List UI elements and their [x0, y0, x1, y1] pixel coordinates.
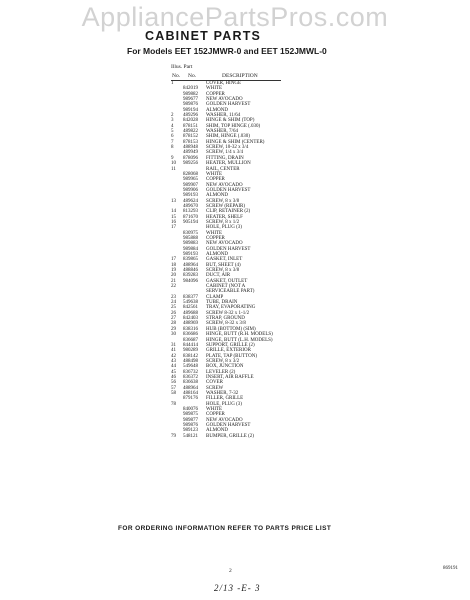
column-header-part-no: No. [188, 73, 197, 79]
part-number: 488498 [183, 358, 198, 364]
part-number: 836638 [183, 380, 198, 386]
illus-number: 14 [171, 209, 176, 215]
illus-number: 15 [171, 214, 176, 220]
illus-number: 13 [171, 198, 176, 204]
part-number: 840076 [183, 406, 198, 412]
part-description: HINGE, BUTT (L.H. MODELS) [206, 337, 273, 343]
illus-number: 4 [171, 123, 174, 129]
part-description: HUB (BOTTOM) (SIM) [206, 326, 256, 332]
part-description: HEATER, MULLION [206, 161, 251, 167]
part-number: 830975 [183, 230, 198, 236]
part-description: HINGE & SHIM (CENTER) [206, 139, 265, 145]
part-description: WHITE [206, 406, 223, 412]
part-description: BUT, SHEET (4) [206, 262, 241, 268]
part-description: COVER, HINGE [206, 81, 241, 86]
part-description: HINGE & SHIM (TOP) [206, 118, 255, 124]
part-number: 989256 [183, 161, 198, 167]
part-number: 838316 [183, 326, 198, 332]
part-number: 989875 [183, 412, 198, 418]
part-description: GOLDEN HARVEST [206, 102, 251, 108]
illus-number: 2 [171, 113, 174, 119]
part-number: 989906 [183, 187, 198, 193]
part-number: 813293 [183, 209, 198, 215]
part-description: SCREW [206, 385, 224, 391]
part-description: SCREW, 8 x 3/8 [206, 198, 240, 204]
illus-number: 41 [171, 348, 176, 354]
part-description: SHIM, HINGE (.030) [206, 134, 250, 140]
illus-number: 29 [171, 326, 176, 332]
part-description: WASHER, 11/64 [206, 113, 241, 119]
part-description: GOLDEN HARVEST [206, 246, 251, 252]
part-number: 989876 [183, 102, 198, 108]
part-description: ALMOND [206, 107, 228, 113]
part-description: TRAY, EVAPORATING [206, 305, 256, 311]
part-number: 842028 [183, 118, 198, 124]
part-number: 989677 [183, 97, 198, 103]
part-description: SCREW, 1/4 x 3/4 [206, 150, 244, 156]
part-number: 989883 [183, 241, 198, 247]
part-description: BOX, JUNCTION [206, 364, 244, 370]
part-description: GASKET, OUTLET [206, 278, 248, 284]
part-number: 871670 [183, 214, 198, 220]
part-number: 489822 [183, 129, 198, 135]
part-description: INSERT, AIR BAFFLE [206, 374, 254, 380]
illus-number: 56 [171, 380, 176, 386]
part-number: 985888 [183, 235, 198, 241]
part-description: DUCT, AIR [206, 273, 231, 279]
illus-number: 45 [171, 369, 176, 375]
parts-list [171, 81, 321, 439]
illus-number: 18 [171, 262, 176, 268]
part-number: 989965 [183, 177, 198, 183]
part-description: NEW AVOCADO [206, 241, 243, 247]
part-number: 489624 [183, 198, 198, 204]
part-description: CLIP, RETAINER (2) [206, 209, 251, 215]
part-description: SCREW, 8-32 x 3/8 [206, 321, 246, 327]
part-description: PLATE, TAP (BUTTON) [206, 353, 258, 359]
part-number: 989907 [183, 182, 198, 188]
part-description: ALMOND [206, 193, 228, 199]
part-description: COPPER [206, 412, 225, 418]
illus-number: 58 [171, 390, 176, 396]
parts-row [171, 434, 321, 439]
page-title: CABINET PARTS [145, 29, 262, 43]
part-description: FITTING, DRAIN [206, 155, 244, 161]
part-number: 842019 [183, 86, 198, 92]
part-number: 989193 [183, 193, 198, 199]
illus-number: 8 [171, 145, 174, 151]
part-description: COPPER [206, 91, 225, 97]
illus-number: 9 [171, 155, 174, 161]
part-description: GASKET, INLET [206, 257, 243, 263]
part-description: GRILLE, EXTERIOR [206, 348, 251, 354]
part-description: NEW AVOCADO [206, 182, 243, 188]
part-description: SCREW, 8 x 3/8 [206, 268, 240, 274]
part-description: HOLE, PLUG (3) [206, 225, 242, 231]
part-number: 489670 [183, 203, 198, 209]
column-header-illus-no: No. [172, 73, 181, 79]
part-number: 488948 [183, 145, 198, 151]
part-description: HEATER, SHELF [206, 214, 243, 220]
part-number: 878151 [183, 123, 198, 129]
part-number: 989193 [183, 252, 198, 257]
part-number: 838377 [183, 294, 198, 300]
ordering-note: FOR ORDERING INFORMATION REFER TO PARTS PRICE LIST [118, 525, 332, 532]
part-description: SCREW, 10-32 x 3/4 [206, 145, 249, 151]
part-number: 488964 [183, 385, 198, 391]
illus-number: 28 [171, 321, 176, 327]
part-description: LEVELER (2) [206, 369, 236, 375]
illus-number: 31 [171, 342, 176, 348]
illus-number: 20 [171, 273, 176, 279]
part-number: 489688 [183, 310, 198, 316]
part-number: 549648 [183, 364, 198, 370]
part-description: ALMOND [206, 428, 228, 434]
illus-number: 23 [171, 294, 176, 300]
illus-number: 42 [171, 353, 176, 359]
part-number: 989882 [183, 91, 198, 97]
watermark: AppliancePartsPros.com [81, 2, 389, 32]
part-number: 488846 [183, 268, 198, 274]
part-number: 989877 [183, 417, 198, 423]
part-description: SCREW, 8 x 3/2 [206, 358, 240, 364]
illus-number: 26 [171, 310, 176, 316]
part-number: 836732 [183, 369, 198, 375]
part-number: 488964 [183, 262, 198, 268]
part-description: WASHER, 7/64 [206, 129, 238, 135]
part-description: BUMPER, GRILLE (2) [206, 433, 254, 439]
part-description: COPPER [206, 177, 225, 183]
part-description: HINGE, BUTT (R.H. MODELS) [206, 332, 273, 338]
part-description: HOLE, PLUG (3) [206, 401, 242, 407]
part-number: 489949 [183, 150, 198, 156]
part-description: NEW AVOCADO [206, 417, 243, 423]
part-description: WHITE [206, 86, 223, 92]
part-number: 548121 [183, 433, 198, 439]
part-number: 980289 [183, 348, 198, 354]
part-description: FILLER, GRILLE [206, 396, 244, 402]
part-number: 488969 [183, 321, 198, 327]
illus-number: 11 [171, 166, 176, 172]
part-description: WHITE [206, 230, 223, 236]
page-number: 2 [229, 568, 232, 574]
illus-number: 5 [171, 129, 174, 135]
part-description: COPPER [206, 235, 225, 241]
illus-number: 44 [171, 364, 176, 370]
document-code: 869191 [443, 566, 458, 571]
illus-number: 22 [171, 284, 176, 290]
illus-number: 46 [171, 374, 176, 380]
part-description: GOLDEN HARVEST [206, 423, 251, 428]
part-description: SCREW (REPAIR) [206, 203, 246, 209]
illus-number: 27 [171, 316, 176, 322]
part-description: NEW AVOCADO [206, 97, 243, 103]
page-subtitle: For Models EET 152JMWR-0 and EET 152JMWL-0 [127, 46, 327, 56]
part-description: ALMOND [206, 252, 228, 257]
part-number: 836686 [183, 332, 198, 338]
part-number: 836372 [183, 374, 198, 380]
part-description: SHIM, TOP HINGE (.030) [206, 123, 261, 129]
part-number: 878153 [183, 139, 198, 145]
illus-number: 21 [171, 278, 176, 284]
part-number: 842403 [183, 316, 198, 322]
illus-label: Illus. Part [171, 64, 193, 70]
part-description: SUPPORT, GRILLE (2) [206, 342, 255, 348]
part-description: WASHER, 7-32 [206, 390, 239, 396]
illus-number: 25 [171, 305, 176, 311]
part-description: COVER [206, 380, 223, 386]
part-number: 989876 [183, 423, 198, 428]
part-description: WHITE [206, 171, 223, 177]
part-number: 879176 [183, 396, 198, 402]
illus-number: 30 [171, 332, 176, 338]
column-header-description: DESCRIPTION [222, 73, 258, 79]
part-number: 878152 [183, 134, 198, 140]
part-description: CABINET (NOT A [206, 284, 246, 290]
illus-number: 78 [171, 401, 176, 407]
part-description: RAIL, CENTER [206, 166, 240, 172]
illus-number: 79 [171, 433, 176, 439]
part-number: 984096 [183, 278, 198, 284]
illus-number: 10 [171, 161, 176, 167]
part-number: 838142 [183, 353, 198, 359]
part-description: GOLDEN HARVEST [206, 187, 251, 193]
illus-number: 17 [171, 225, 176, 231]
illus-number: 17 [171, 257, 176, 263]
part-number: 489296 [183, 113, 198, 119]
illus-number: 16 [171, 219, 176, 225]
illus-number: 7 [171, 139, 174, 145]
illus-number: 1 [171, 81, 174, 86]
part-number: 989194 [183, 107, 198, 113]
part-number: 878096 [183, 155, 198, 161]
part-number: 488164 [183, 390, 198, 396]
part-number: 839283 [183, 273, 198, 279]
part-description: SCREW, 8 x 1/2 [206, 219, 240, 225]
part-description: STRAP, GROUND [206, 316, 245, 322]
handwritten-mark: 2/13 -E- 3 [214, 583, 261, 593]
part-description: SERVICEABLE PART) [206, 289, 255, 295]
part-number: 828068 [183, 171, 198, 177]
part-number: 905194 [183, 219, 198, 225]
illus-number: 19 [171, 268, 176, 274]
part-number: 549638 [183, 300, 198, 306]
part-number: 989884 [183, 246, 198, 252]
illus-number: 6 [171, 134, 174, 140]
illus-number: 24 [171, 300, 176, 306]
part-description: TUBE, DRAIN [206, 300, 238, 306]
part-number: 842561 [183, 305, 198, 311]
illus-number: 43 [171, 358, 176, 364]
illus-number: 57 [171, 385, 176, 391]
part-number: 844414 [183, 342, 198, 348]
illus-number: 3 [171, 118, 174, 124]
part-number: 836687 [183, 337, 198, 343]
part-description: SCREW 8-32 x 1-1/2 [206, 310, 250, 316]
part-number: 839865 [183, 257, 198, 263]
part-description: CLAMP [206, 294, 224, 300]
part-number: 989123 [183, 428, 198, 434]
